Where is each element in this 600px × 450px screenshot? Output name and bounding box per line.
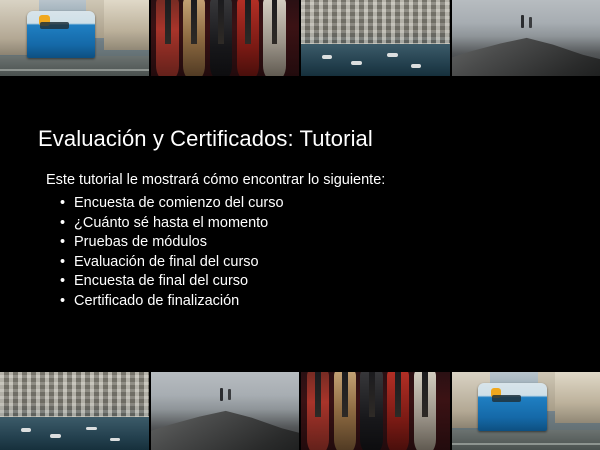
top-image-strip <box>0 0 600 76</box>
building-right <box>555 372 600 423</box>
rocky-summit <box>151 402 302 450</box>
list-item <box>58 292 284 312</box>
tram-windows <box>40 22 69 30</box>
boat <box>50 434 60 438</box>
harbour-aerial-photo <box>301 0 452 76</box>
electric-guitars-photo <box>151 0 302 76</box>
slide-content <box>0 76 600 372</box>
guitar-neck <box>272 0 278 44</box>
bullet-marker-icon: • <box>60 253 66 270</box>
hiker-figure <box>529 17 532 28</box>
list-item-label: Encuesta de final del curso <box>74 273 249 289</box>
bullet-list <box>58 194 284 311</box>
tram-windows <box>492 395 521 403</box>
tram-street-photo <box>0 0 151 76</box>
road <box>0 56 149 76</box>
tram-vehicle <box>27 11 95 58</box>
boat <box>351 61 361 65</box>
guitar-neck <box>422 372 428 417</box>
harbour-aerial-photo <box>0 372 151 450</box>
guitar-neck <box>165 0 171 44</box>
hiker-figure <box>521 15 524 28</box>
guitar-neck <box>342 372 348 417</box>
mountain-summit-photo <box>452 0 600 76</box>
harbour-water <box>301 44 450 76</box>
town-rooftops <box>0 372 149 420</box>
bullet-marker-icon: • <box>60 292 66 309</box>
list-item <box>58 214 284 234</box>
guitar-neck <box>395 372 401 417</box>
bullet-marker-icon: • <box>60 273 66 289</box>
list-item <box>58 253 284 273</box>
mountain-summit-photo <box>151 372 302 450</box>
tram-rail <box>452 443 600 445</box>
list-item <box>58 272 284 292</box>
guitar-neck <box>218 0 224 44</box>
building-right <box>104 0 149 50</box>
harbour-water <box>0 417 149 450</box>
list-item-label: Encuesta de comienzo del curso <box>74 195 284 211</box>
boat <box>110 438 120 442</box>
guitar-neck <box>369 372 375 417</box>
road <box>452 430 600 450</box>
slide-title: Evaluación y Certificados: Tutorial <box>38 126 373 151</box>
bullet-marker-icon: • <box>60 214 66 231</box>
tram-street-photo <box>452 372 600 450</box>
town-rooftops <box>301 0 450 47</box>
electric-guitars-photo <box>301 372 452 450</box>
bullet-marker-icon: • <box>60 234 66 250</box>
tram-rail <box>0 69 149 71</box>
slide-intro-text: Este tutorial le mostrará cómo encontrar lo siguiente: <box>46 172 386 188</box>
boat <box>411 64 421 68</box>
tram-vehicle <box>478 383 546 431</box>
list-item-label: Pruebas de módulos <box>74 234 207 250</box>
list-item <box>58 194 284 214</box>
guitar-neck <box>191 0 197 44</box>
boat <box>21 428 31 432</box>
list-item-label: ¿Cuánto sé hasta el momento <box>74 214 269 231</box>
list-item-label: Evaluación de final del curso <box>74 253 259 270</box>
guitar-neck <box>315 372 321 417</box>
hiker-figure <box>228 389 231 400</box>
list-item <box>58 233 284 253</box>
guitar-neck <box>245 0 251 44</box>
boat <box>387 53 397 57</box>
boat <box>322 55 332 59</box>
hiker-figure <box>220 388 223 401</box>
rocky-summit <box>452 29 600 76</box>
boat <box>86 427 96 431</box>
list-item-label: Certificado de finalización <box>74 292 240 309</box>
bullet-marker-icon: • <box>60 195 66 211</box>
bottom-image-strip <box>0 372 600 450</box>
